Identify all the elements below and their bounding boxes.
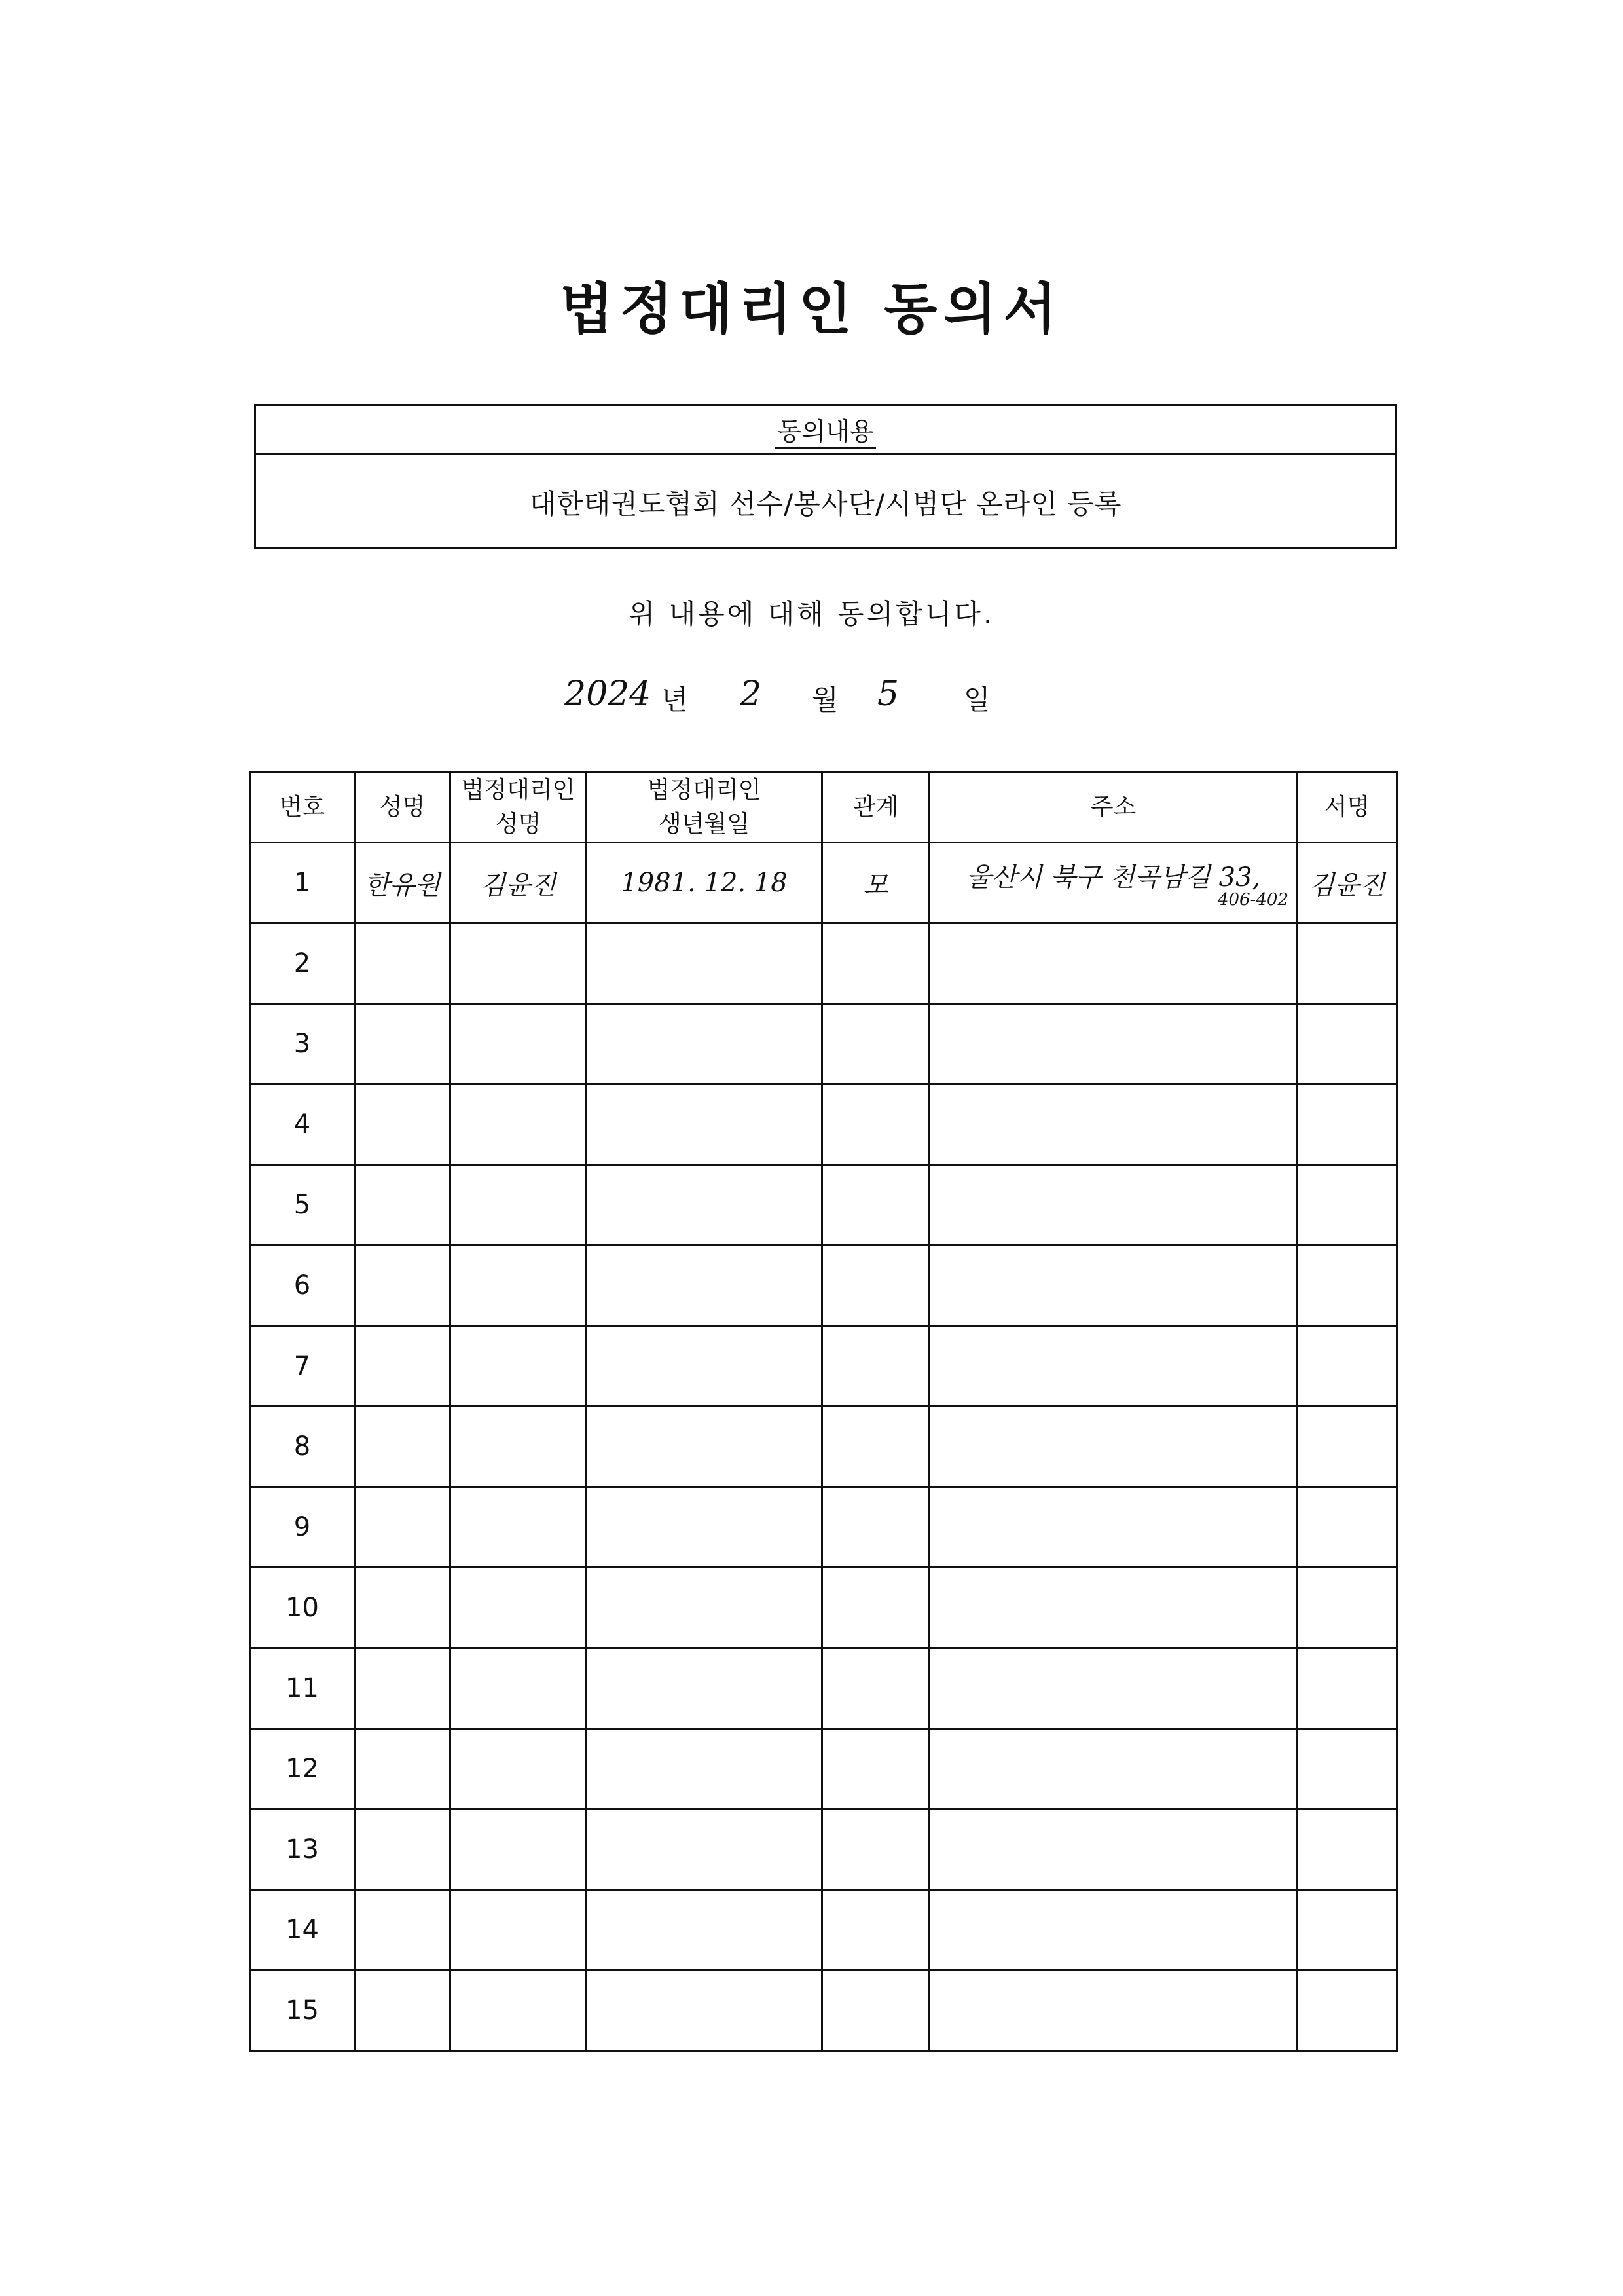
address-tail-value: 406-402 (1217, 889, 1288, 910)
guardian-birth-cell (587, 1890, 822, 1971)
address-cell (930, 1487, 1298, 1568)
row-number-cell (250, 1971, 355, 2051)
row-number-cell-value: 7 (293, 1351, 311, 1382)
signature-cell-value: 김윤진 (1309, 870, 1385, 900)
guardian-birth-cell (587, 843, 822, 923)
header-relation: 관계 (822, 773, 930, 843)
header-guardian-birth (587, 773, 822, 843)
address-cell (930, 1165, 1298, 1246)
address-cell (930, 1246, 1298, 1326)
signature-cell (1298, 1004, 1397, 1084)
date-day: 5 (877, 675, 900, 714)
address-cell (930, 843, 1298, 923)
row-number-cell (250, 1004, 355, 1084)
table-row (250, 1407, 1397, 1487)
student-name-cell (355, 1568, 450, 1648)
date-year-unit: 년 (661, 684, 688, 716)
guardian-birth-cell (587, 1246, 822, 1326)
student-name-cell (355, 1004, 450, 1084)
signature-cell (1298, 1487, 1397, 1568)
guardian-name-cell (450, 1809, 587, 1890)
address-cell (930, 1971, 1298, 2051)
signature-cell (1298, 1326, 1397, 1407)
signature-cell (1298, 1568, 1397, 1648)
row-number-cell-value: 12 (285, 1754, 319, 1785)
signature-cell (1298, 1971, 1397, 2051)
header-guardian-birth-line2: 생년월일 (658, 811, 750, 838)
relation-cell-value: 모 (863, 870, 888, 900)
row-number-cell (250, 843, 355, 923)
row-number-cell-value: 13 (285, 1834, 319, 1865)
relation-cell (822, 923, 930, 1004)
guardian-name-cell (450, 1084, 587, 1165)
row-number-cell (250, 1890, 355, 1971)
consent-text: 대한태권도협회 선수/봉사단/시범단 온라인 등록 (529, 488, 1122, 520)
guardian-name-cell (450, 1407, 587, 1487)
student-name-cell (355, 1326, 450, 1407)
relation-cell (822, 1729, 930, 1809)
row-number-cell (250, 1487, 355, 1568)
guardian-name-cell (450, 843, 587, 923)
student-name-cell (355, 1971, 450, 2051)
guardian-name-cell (450, 923, 587, 1004)
guardian-name-cell (450, 1648, 587, 1729)
header-address: 주소 (930, 773, 1298, 843)
signature-cell (1298, 1809, 1397, 1890)
signature-cell (1298, 1648, 1397, 1729)
relation-cell (822, 1568, 930, 1648)
address-cell (930, 923, 1298, 1004)
header-guardian-name-line1: 법정대리인 (461, 777, 575, 804)
row-number-cell-value: 11 (285, 1673, 319, 1704)
guardian-name-cell (450, 1487, 587, 1568)
row-number-cell-value: 8 (293, 1432, 311, 1462)
row-number-cell (250, 1246, 355, 1326)
date-year: 2024 (564, 675, 651, 714)
header-signature: 서명 (1298, 773, 1397, 843)
table-row (250, 1971, 1397, 2051)
signature-cell (1298, 1890, 1397, 1971)
student-name-cell (355, 1809, 450, 1890)
guardian-birth-cell (587, 1729, 822, 1809)
relation-cell (822, 843, 930, 923)
relation-cell (822, 1809, 930, 1890)
row-number-cell (250, 1648, 355, 1729)
address-cell (930, 1809, 1298, 1890)
guardian-name-cell (450, 1890, 587, 1971)
row-number-cell (250, 923, 355, 1004)
guardian-birth-cell-value: 1981. 12. 18 (621, 868, 788, 898)
row-number-cell-value: 3 (293, 1029, 311, 1060)
guardian-birth-cell (587, 1084, 822, 1165)
guardian-name-cell (450, 1568, 587, 1648)
signature-cell (1298, 923, 1397, 1004)
header-guardian-name-line2: 성명 (495, 811, 541, 838)
guardian-birth-cell (587, 1165, 822, 1246)
address-cell (930, 1084, 1298, 1165)
table-row (250, 1890, 1397, 1971)
signature-cell (1298, 1084, 1397, 1165)
row-number-cell-value: 15 (285, 1995, 319, 2026)
signature-cell (1298, 843, 1397, 923)
consent-heading-label: 동의내용 (775, 411, 877, 449)
row-number-cell-value: 6 (293, 1270, 311, 1301)
row-number-cell-value: 10 (285, 1593, 319, 1623)
guardian-name-cell (450, 1326, 587, 1407)
signature-cell (1298, 1729, 1397, 1809)
guardian-roster-table (249, 771, 1398, 2052)
table-row (250, 923, 1397, 1004)
table-row (250, 1004, 1397, 1084)
row-number-cell-value: 9 (293, 1512, 311, 1543)
student-name-cell (355, 1246, 450, 1326)
row-number-cell (250, 1326, 355, 1407)
guardian-name-cell (450, 1004, 587, 1084)
consent-box (254, 404, 1397, 549)
address-cell (930, 1890, 1298, 1971)
row-number-cell (250, 1809, 355, 1890)
row-number-cell (250, 1568, 355, 1648)
relation-cell (822, 1407, 930, 1487)
table-row (250, 1648, 1397, 1729)
address-cell-value: 울산시 북구 천곡남길 33, (966, 862, 1261, 893)
guardian-birth-cell (587, 1568, 822, 1648)
row-number-cell-value: 2 (293, 948, 311, 979)
agreement-statement: 위 내용에 대해 동의합니다. (628, 598, 995, 630)
guardian-name-cell (450, 1971, 587, 2051)
row-number-cell (250, 1084, 355, 1165)
guardian-birth-cell (587, 1004, 822, 1084)
signature-cell (1298, 1246, 1397, 1326)
table-row (250, 1568, 1397, 1648)
row-number-cell (250, 1729, 355, 1809)
table-row (250, 1246, 1397, 1326)
student-name-cell (355, 1165, 450, 1246)
address-cell (930, 1004, 1298, 1084)
relation-cell (822, 1648, 930, 1729)
guardian-birth-cell (587, 1809, 822, 1890)
guardian-birth-cell (587, 1648, 822, 1729)
signature-cell (1298, 1407, 1397, 1487)
address-cell (930, 1729, 1298, 1809)
row-number-cell-value: 1 (293, 868, 311, 898)
table-row (250, 1729, 1397, 1809)
address-cell (930, 1326, 1298, 1407)
signature-cell (1298, 1165, 1397, 1246)
guardian-birth-cell (587, 1326, 822, 1407)
address-cell (930, 1568, 1298, 1648)
date-day-unit: 일 (964, 684, 991, 716)
student-name-cell (355, 1648, 450, 1729)
row-number-cell (250, 1165, 355, 1246)
relation-cell (822, 1487, 930, 1568)
address-cell (930, 1648, 1298, 1729)
row-number-cell (250, 1407, 355, 1487)
guardian-name-cell-value: 김윤진 (480, 870, 556, 900)
student-name-cell (355, 1084, 450, 1165)
guardian-birth-cell (587, 923, 822, 1004)
guardian-birth-cell (587, 1971, 822, 2051)
table-row (250, 1165, 1397, 1246)
date-month-unit: 월 (812, 684, 839, 716)
relation-cell (822, 1246, 930, 1326)
student-name-cell (355, 1729, 450, 1809)
header-guardian-birth-line1: 법정대리인 (647, 777, 761, 804)
relation-cell (822, 1971, 930, 2051)
table-row (250, 1326, 1397, 1407)
guardian-name-cell (450, 1729, 587, 1809)
consent-heading (256, 406, 1395, 455)
row-number-cell-value: 5 (293, 1190, 311, 1221)
relation-cell (822, 1084, 930, 1165)
table-row (250, 843, 1397, 923)
guardian-name-cell (450, 1246, 587, 1326)
student-name-cell (355, 843, 450, 923)
relation-cell (822, 1004, 930, 1084)
guardian-birth-cell (587, 1487, 822, 1568)
relation-cell (822, 1326, 930, 1407)
table-row (250, 1809, 1397, 1890)
row-number-cell-value: 14 (285, 1915, 319, 1946)
student-name-cell (355, 923, 450, 1004)
student-name-cell (355, 1890, 450, 1971)
table-row (250, 1487, 1397, 1568)
row-number-cell-value: 4 (293, 1109, 311, 1140)
date-month: 2 (740, 675, 762, 714)
header-name: 성명 (355, 773, 450, 843)
table-header-row (250, 773, 1397, 843)
page-title: 법정대리인 동의서 (560, 277, 1063, 341)
student-name-cell (355, 1407, 450, 1487)
relation-cell (822, 1890, 930, 1971)
table-row (250, 1084, 1397, 1165)
address-cell (930, 1407, 1298, 1487)
guardian-birth-cell (587, 1407, 822, 1487)
guardian-name-cell (450, 1165, 587, 1246)
student-name-cell (355, 1487, 450, 1568)
relation-cell (822, 1165, 930, 1246)
header-no: 번호 (250, 773, 355, 843)
student-name-cell-value: 한유원 (364, 870, 441, 900)
header-guardian-name (450, 773, 587, 843)
